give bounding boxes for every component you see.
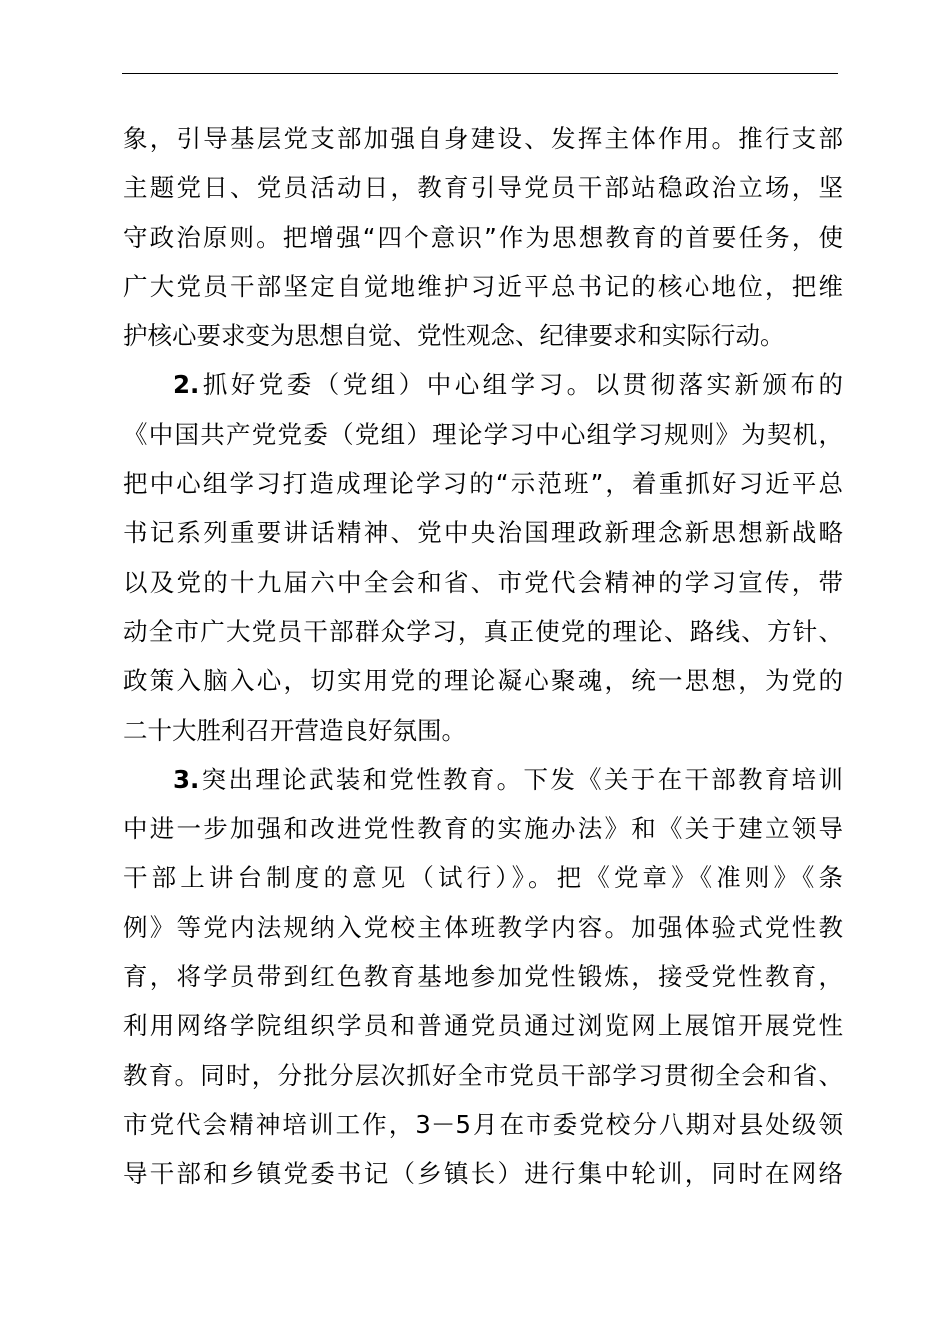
paragraph-3-line-7: 教育。同时，分批分层次抓好全市党员干部学习贯彻全会和省、 — [123, 1060, 843, 1090]
paragraph-3-line-1 — [123, 755, 843, 804]
paragraph-3-line-1-text: 突出理论武装和党性教育。下发《关于在干部教育培训 — [199, 764, 843, 794]
document-body — [123, 114, 843, 1199]
paragraph-3-line-3: 干部上讲台制度的意见（试行）》。把《党章》《准则》《条 — [123, 863, 843, 893]
paragraph-1-line-4: 广大党员干部坚定自觉地维护习近平总书记的核心地位，把维 — [123, 271, 843, 301]
paragraph-2-line-7: 政策入脑入心，切实用党的理论凝心聚魂，统一思想，为党的 — [123, 666, 843, 696]
paragraph-2-line-3: 把中心组学习打造成理论学习的“示范班”，着重抓好习近平总 — [123, 469, 843, 499]
paragraph-3-line-6: 利用网络学院组织学员和普通党员通过浏览网上展馆开展党性 — [123, 1011, 843, 1041]
paragraph-2-line-5: 以及党的十九届六中全会和省、市党代会精神的学习宣传，带 — [123, 567, 843, 597]
header-rule — [122, 73, 838, 74]
paragraph-2-line-2: 《中国共产党党委（党组）理论学习中心组学习规则》为契机， — [123, 419, 843, 449]
paragraph-2-line-1 — [123, 360, 843, 409]
paragraph-2-line-4: 书记系列重要讲话精神、党中央治国理政新理念新思想新战略 — [123, 518, 843, 548]
paragraph-2-line-8: 二十大胜利召开营造良好氛围。 — [123, 715, 466, 745]
paragraph-3-line-8: 市党代会精神培训工作，3－5月在市委党校分八期对县处级领 — [123, 1109, 843, 1139]
paragraph-1-line-1: 象，引导基层党支部加强自身建设、发挥主体作用。推行支部 — [123, 124, 843, 153]
paragraph-3-line-5: 育，将学员带到红色教育基地参加党性锻炼，接受党性教育， — [123, 962, 843, 992]
paragraph-2-number: 2. — [173, 370, 200, 400]
paragraph-3-number: 3. — [173, 764, 200, 794]
paragraph-3-line-9: 导干部和乡镇党委书记（乡镇长）进行集中轮训，同时在网络 — [123, 1159, 843, 1189]
paragraph-2-line-1-text: 抓好党委（党组）中心组学习。以贯彻落实新颁布的 — [199, 370, 843, 400]
paragraph-3-line-4: 例》等党内法规纳入党校主体班教学内容。加强体验式党性教 — [123, 912, 843, 942]
paragraph-2-line-6: 动全市广大党员干部群众学习，真正使党的理论、路线、方针、 — [123, 616, 843, 646]
paragraph-3-line-2: 中进一步加强和改进党性教育的实施办法》和《关于建立领导 — [123, 814, 843, 844]
paragraph-1-line-5: 护核心要求变为思想自觉、党性观念、纪律要求和实际行动。 — [123, 321, 785, 351]
paragraph-1-line-2: 主题党日、党员活动日，教育引导党员干部站稳政治立场，坚 — [123, 173, 843, 203]
paragraph-1-line-3: 守政治原则。把增强“四个意识”作为思想教育的首要任务，使 — [123, 222, 843, 252]
